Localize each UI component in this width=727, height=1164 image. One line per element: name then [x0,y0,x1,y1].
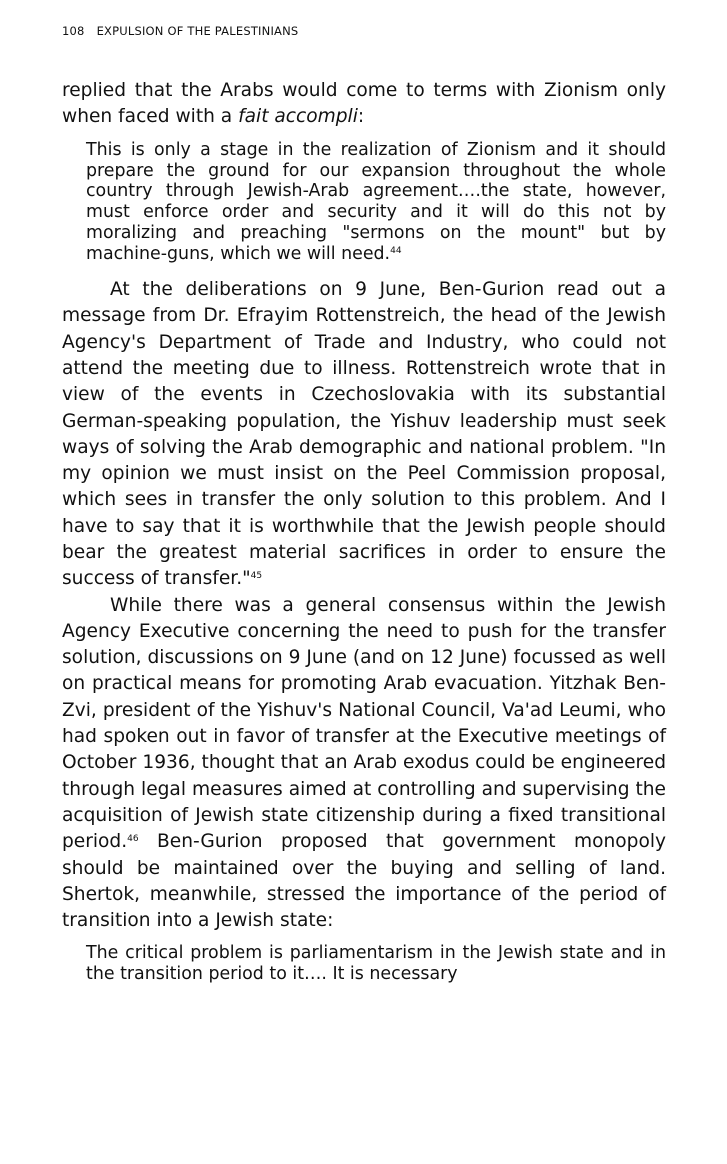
paragraph-punctuation: : [357,106,365,128]
quote-text: This is only a stage in the realization of Zionism and it should prepare the ground for our expansion throughout the whole country through Jewish-Arab agreement….the state, however, must enforce order and security and it will do this not by moralizing and preaching "sermons on the mount" but by machine-guns, which we will need. [86,139,666,265]
paragraph-text: Ben-Gurion proposed that government monopoly should be maintained over the buying and selling of land. Shertok, meanwhile, stressed the importance of the period of transition into a Jewish state: [62,831,666,932]
footnote-ref: 45 [250,571,263,582]
paragraph [62,593,666,935]
paragraph [62,277,666,593]
block-quote [86,140,666,265]
page-number: 108 [62,24,85,38]
quote-text: The critical problem is parliamentarism in the Jewish state and in the transition period to it…. It is necessary [86,943,666,985]
footnote-ref: 44 [390,246,402,257]
footnote-ref: 46 [127,834,139,845]
running-head [62,24,666,38]
running-title: EXPULSION OF THE PALESTINIANS [96,24,299,38]
paragraph-continuation [62,78,666,131]
paragraph-text: At the deliberations on 9 June, Ben-Gurion read out a message from Dr. Efrayim Rottenstreich, the head of the Jewish Agency's Department of Trade and Industry, who could not attend the meeting due to illness. Rottenstreich wrote that in view of the events in Czechoslovakia with its substantial German-speaking population, the Yishuv leadership must seek ways of solving the Arab demographic and national problem. "In my opinion we must insist on the Peel Commission proposal, which sees in transfer the only solution to this problem. And I have to say that it is worthwhile that the Jewish people should bear the greatest material sacrifices in order to ensure the success of transfer." [62,279,666,590]
paragraph-text: While there was a general consensus within the Jewish Agency Executive concerning the need to push for the transfer solution, discussions on 9 June (and on 12 June) focussed as well on practical means for promoting Arab evacuation. Yitzhak Ben-Zvi, president of the Yishuv's National Council, Va'ad Leumi, who had spoken out in favor of transfer at the Executive meetings of October 1936, thought that an Arab exodus could be engineered through legal measures aimed at controlling and supervising the acquisition of Jewish state citizenship during a fixed transitional period. [62,594,666,853]
book-page [62,24,666,997]
italic-phrase: fait accompli [238,106,358,128]
paragraph-text: replied that the Arabs would come to terms with Zionism only when faced with a [62,80,666,128]
block-quote [86,943,666,985]
